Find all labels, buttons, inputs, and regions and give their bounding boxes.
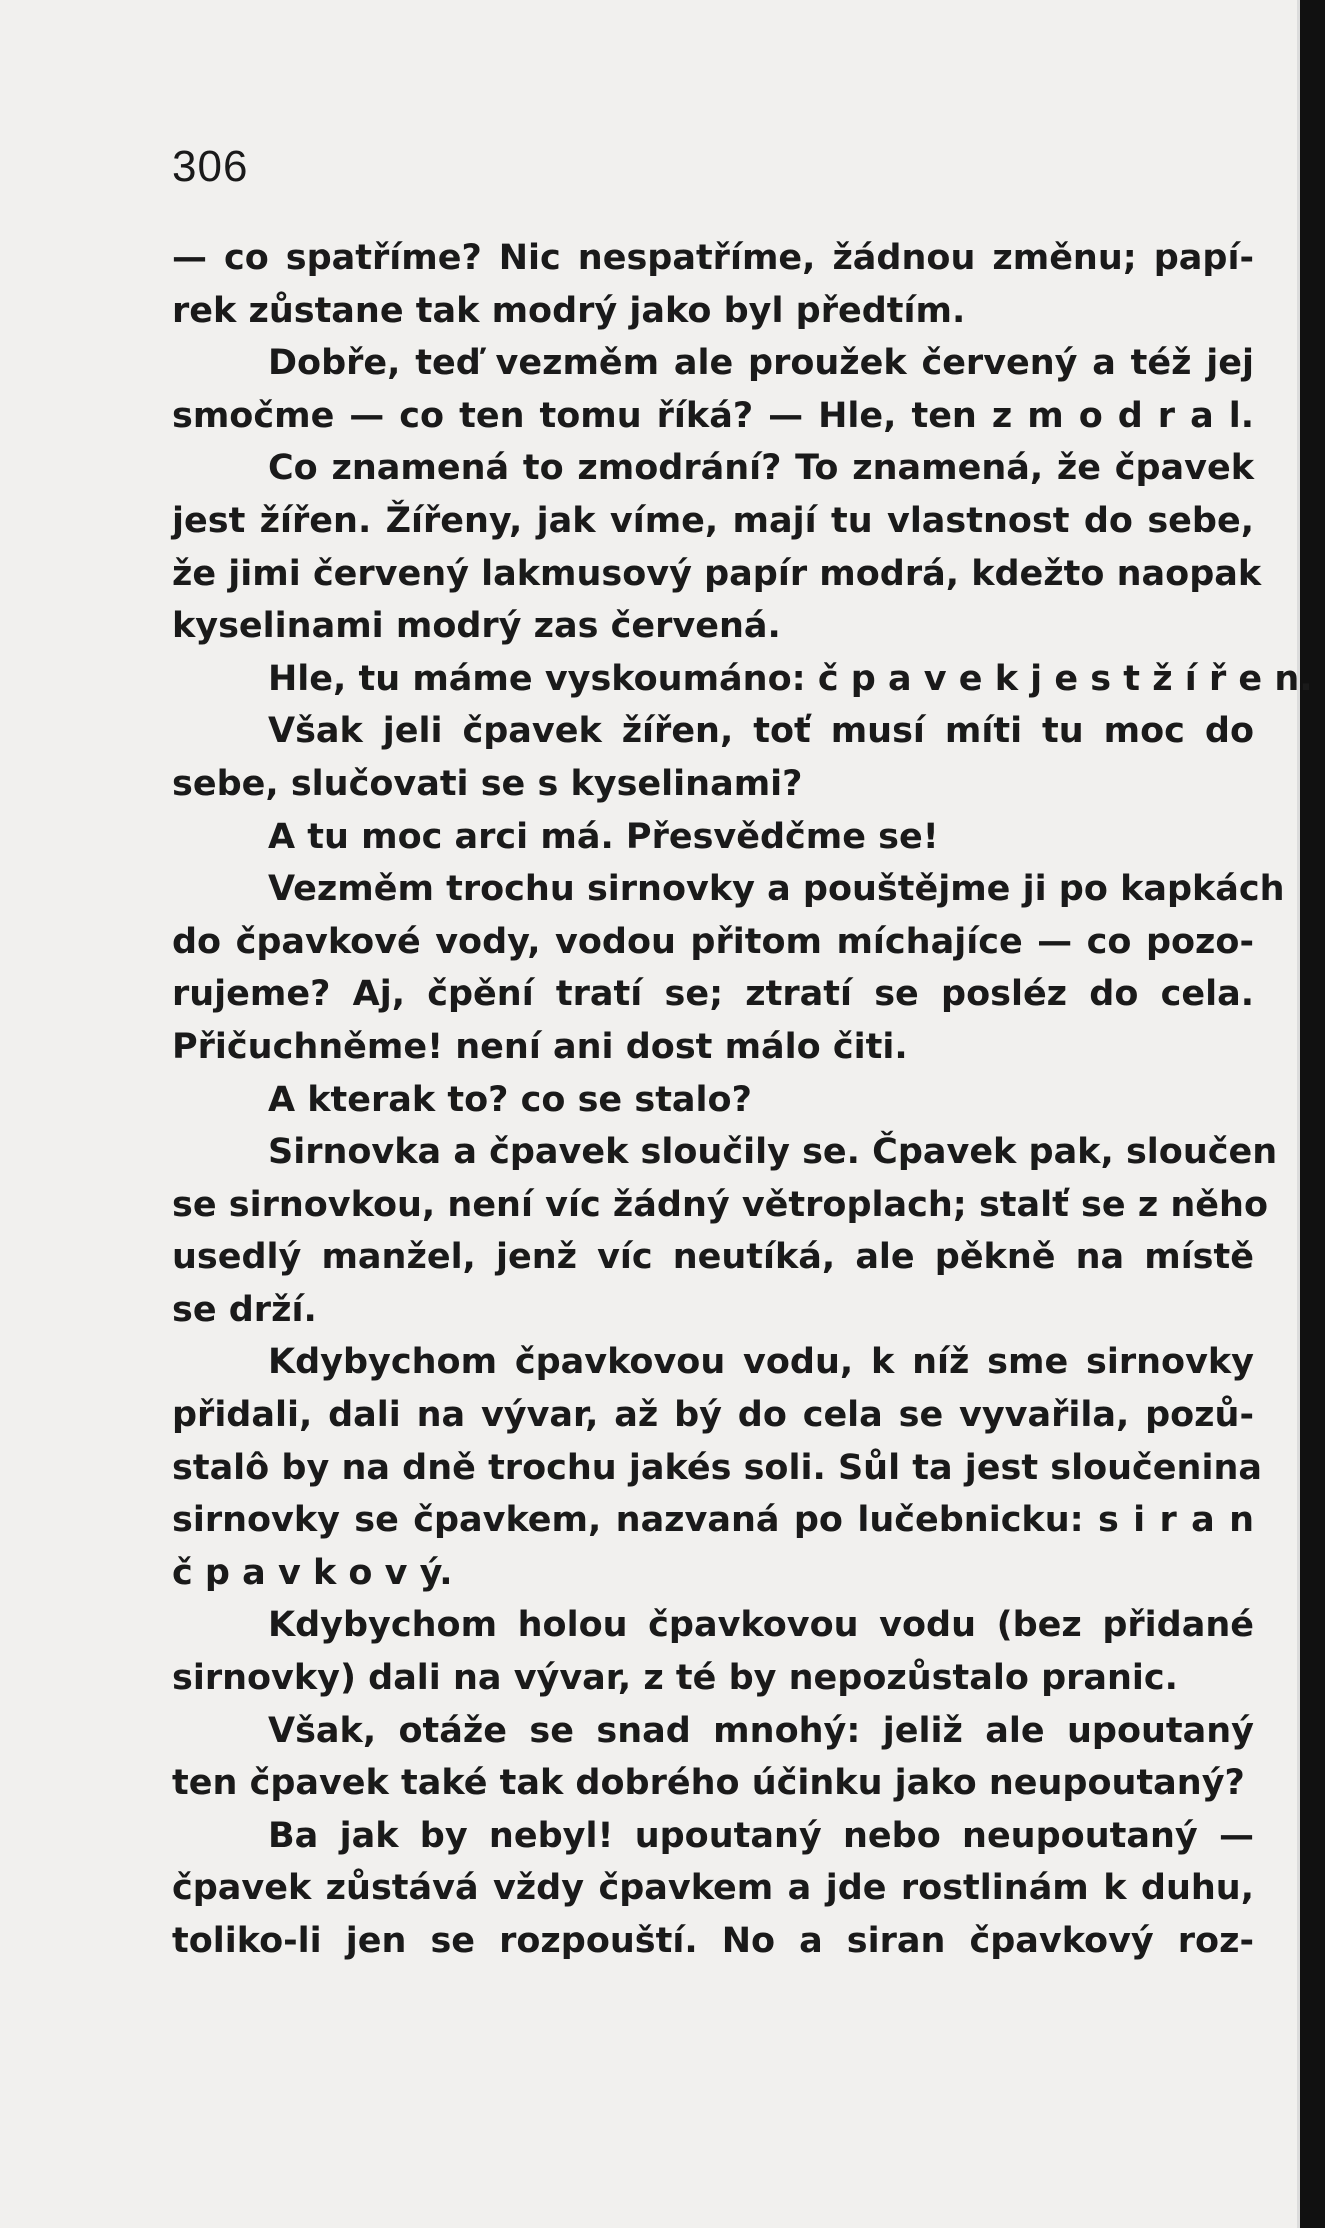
text-line: Však jeli čpavek žířen, toť musí míti tu moc do: [268, 711, 1254, 752]
text-line: rujeme? Aj, čpění tratí se; ztratí se posléz do cela.: [172, 974, 1254, 1015]
text-line: A kterak to? co se stalo?: [268, 1079, 752, 1120]
text-line: rek zůstane tak modrý jako byl předtím.: [172, 290, 966, 331]
text-line: Hle, tu máme vyskoumáno: č p a v e k j e s t ž í ř e n.: [268, 658, 1313, 699]
text-line: — co spatříme? Nic nespatříme, žádnou změnu; papí-: [172, 238, 1254, 278]
text-line: Vezměm trochu sirnovky a pouštějme ji po kapkách: [268, 869, 1285, 910]
text-line: Kdybychom čpavkovou vodu, k níž sme sirnovky: [268, 1342, 1254, 1383]
text-line: Dobře, teď vezměm ale proužek červený a též jej: [268, 343, 1254, 384]
text-line: Ba jak by nebyl! upoutaný nebo neupoutaný —: [268, 1815, 1254, 1856]
text-line: kyselinami modrý zas červená.: [172, 606, 781, 647]
text-line: toliko-li jen se rozpouští. No a siran čpavkový roz-: [172, 1921, 1254, 1961]
page-text: [172, 232, 1313, 1968]
text-line: sirnovky se čpavkem, nazvaná po lučebnicku: s i r a n: [172, 1500, 1254, 1541]
text-line: č p a v k o v ý.: [172, 1552, 453, 1593]
text-line: Kdybychom holou čpavkovou vodu (bez přidané: [268, 1605, 1254, 1646]
text-line: Co znamená to zmodrání? To znamená, že čpavek: [268, 448, 1254, 489]
text-line: sebe, slučovati se s kyselinami?: [172, 763, 803, 804]
page-number: 306: [172, 142, 249, 191]
text-line: A tu moc arci má. Přesvědčme se!: [268, 816, 939, 857]
text-line: do čpavkové vody, vodou přitom míchajíce — co pozo-: [172, 921, 1254, 962]
text-line: sirnovky) dali na vývar, z té by nepozůstalo pranic.: [172, 1658, 1178, 1699]
text-line: ten čpavek také tak dobrého účinku jako neupoutaný?: [172, 1763, 1245, 1804]
text-line: Však, otáže se snad mnohý: jeliž ale upoutaný: [268, 1710, 1254, 1751]
text-line: jest žířen. Žířeny, jak víme, mají tu vlastnost do sebe,: [172, 500, 1254, 541]
text-line: čpavek zůstává vždy čpavkem a jde rostlinám k duhu,: [172, 1868, 1254, 1909]
text-line: přidali, dali na vývar, až bý do cela se vyvařila, pozů-: [172, 1395, 1254, 1436]
text-line: smočme — co ten tomu říká? — Hle, ten z m o d r a l.: [172, 395, 1254, 436]
text-line: Přičuchněme! není ani dost málo čiti.: [172, 1026, 908, 1067]
text-line: se sirnovkou, není víc žádný větroplach; stalť se z něho: [172, 1184, 1268, 1225]
text-line: se drží.: [172, 1289, 317, 1330]
text-line: Sirnovka a čpavek sloučily se. Čpavek pak, sloučen: [268, 1132, 1278, 1173]
text-line: že jimi červený lakmusový papír modrá, kdežto naopak: [172, 553, 1262, 594]
text-line: usedlý manžel, jenž víc neutíká, ale pěkně na místě: [172, 1237, 1254, 1278]
text-line: stalô by na dně trochu jakés soli. Sůl ta jest sloučenina: [172, 1447, 1262, 1488]
